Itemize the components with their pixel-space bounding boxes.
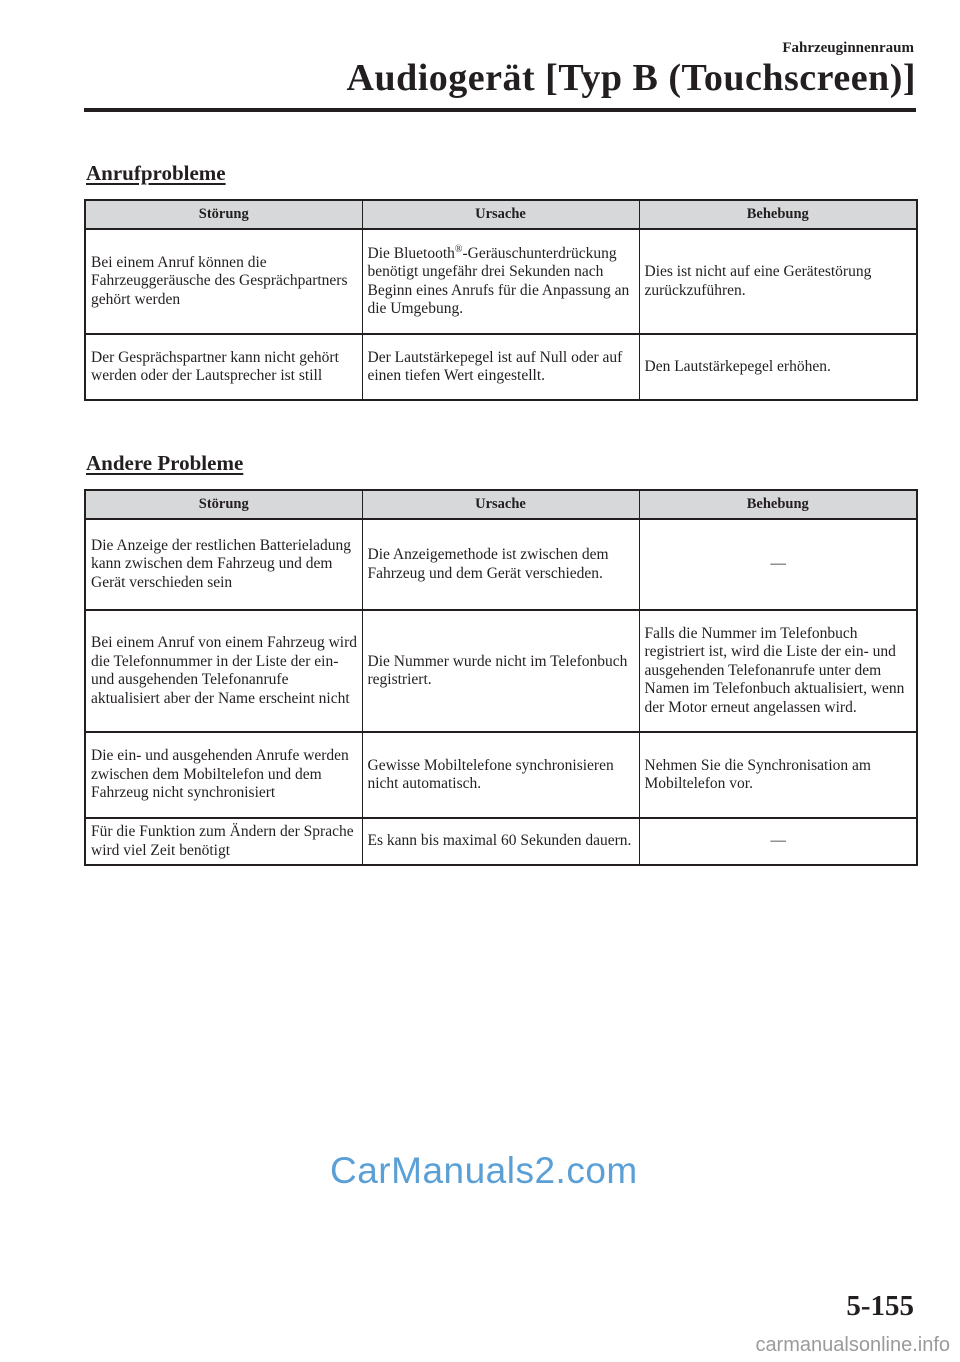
- footer-watermark: carmanualsonline.info: [755, 1334, 950, 1356]
- cell-ursache: Die Nummer wurde nicht im Telefonbuch registriert.: [362, 610, 639, 732]
- cell-stoerung: Die Anzeige der restlichen Batterieladung kann zwischen dem Fahrzeug und dem Gerät verschieden sein: [85, 519, 362, 610]
- cell-behebung: Falls die Nummer im Telefonbuch registriert ist, wird die Liste der ein- und ausgehenden Telefonanrufe unter dem Namen im Telefonbuch aktualisiert, wenn der Motor erneut angelassen wird.: [639, 610, 917, 732]
- page-number: 5-155: [846, 1290, 914, 1322]
- cell-ursache: [362, 229, 639, 334]
- cell-behebung: —: [639, 818, 917, 865]
- registered-mark: ®: [454, 243, 463, 255]
- cell-behebung: Nehmen Sie die Synchronisation am Mobiltelefon vor.: [639, 732, 917, 818]
- table-header-row: [85, 200, 917, 229]
- cell-stoerung: Für die Funktion zum Ändern der Sprache wird viel Zeit benötigt: [85, 818, 362, 865]
- cell-ursache: Es kann bis maximal 60 Sekunden dauern.: [362, 818, 639, 865]
- cell-behebung: Den Lautstärkepegel erhöhen.: [639, 334, 917, 400]
- header-divider: [84, 108, 916, 112]
- cell-stoerung: Bei einem Anruf von einem Fahrzeug wird die Telefonnummer in der Liste der ein- und ausgehenden Telefonanrufe aktualisiert aber der Name erscheint nicht: [85, 610, 362, 732]
- cell-ursache: Gewisse Mobiltelefone synchronisieren nicht automatisch.: [362, 732, 639, 818]
- table-row: [85, 732, 917, 818]
- table-row: [85, 334, 917, 400]
- table-header-row: [85, 490, 917, 519]
- column-header-behebung: Behebung: [639, 200, 917, 229]
- cell-ursache: Der Lautstärkepegel ist auf Null oder auf einen tiefen Wert eingestellt.: [362, 334, 639, 400]
- cell-ursache: Die Anzeigemethode ist zwischen dem Fahrzeug und dem Gerät verschieden.: [362, 519, 639, 610]
- cell-ursache-text-cont: -Geräuschunterdrückung benötigt ungefähr drei Sekunden nach Beginn eines Anrufs für die Anpassung an die Umgebung.: [367, 244, 630, 317]
- cell-stoerung: Bei einem Anruf können die Fahrzeuggeräusche des Gesprächpartners gehört werden: [85, 229, 362, 334]
- cell-stoerung: Die ein- und ausgehenden Anrufe werden zwischen dem Mobiltelefon und dem Fahrzeug nicht synchronisiert: [85, 732, 362, 818]
- table-anrufprobleme: [84, 199, 918, 401]
- column-header-behebung: Behebung: [639, 490, 917, 519]
- table-row: [85, 519, 917, 610]
- column-header-stoerung: Störung: [85, 200, 362, 229]
- section-title-andere-probleme: Andere Probleme: [86, 451, 244, 475]
- cell-behebung: Dies ist nicht auf eine Gerätestörung zurückzuführen.: [639, 229, 917, 334]
- table-andere-probleme: [84, 489, 918, 866]
- cell-behebung: —: [639, 519, 917, 610]
- cell-ursache-text: Die Bluetooth: [367, 244, 455, 262]
- table-row: [85, 229, 917, 334]
- cell-stoerung: Der Gesprächspartner kann nicht gehört werden oder der Lautsprecher ist still: [85, 334, 362, 400]
- table-row: [85, 818, 917, 865]
- column-header-ursache: Ursache: [362, 490, 639, 519]
- column-header-stoerung: Störung: [85, 490, 362, 519]
- section-label: Fahrzeuginnenraum: [782, 40, 914, 56]
- table-row: [85, 610, 917, 732]
- column-header-ursache: Ursache: [362, 200, 639, 229]
- watermark-logo: CarManuals2.com: [330, 1150, 638, 1191]
- section-title-anrufprobleme: Anrufprobleme: [86, 161, 226, 185]
- page-title: Audiogerät [Typ B (Touchscreen)]: [346, 57, 916, 99]
